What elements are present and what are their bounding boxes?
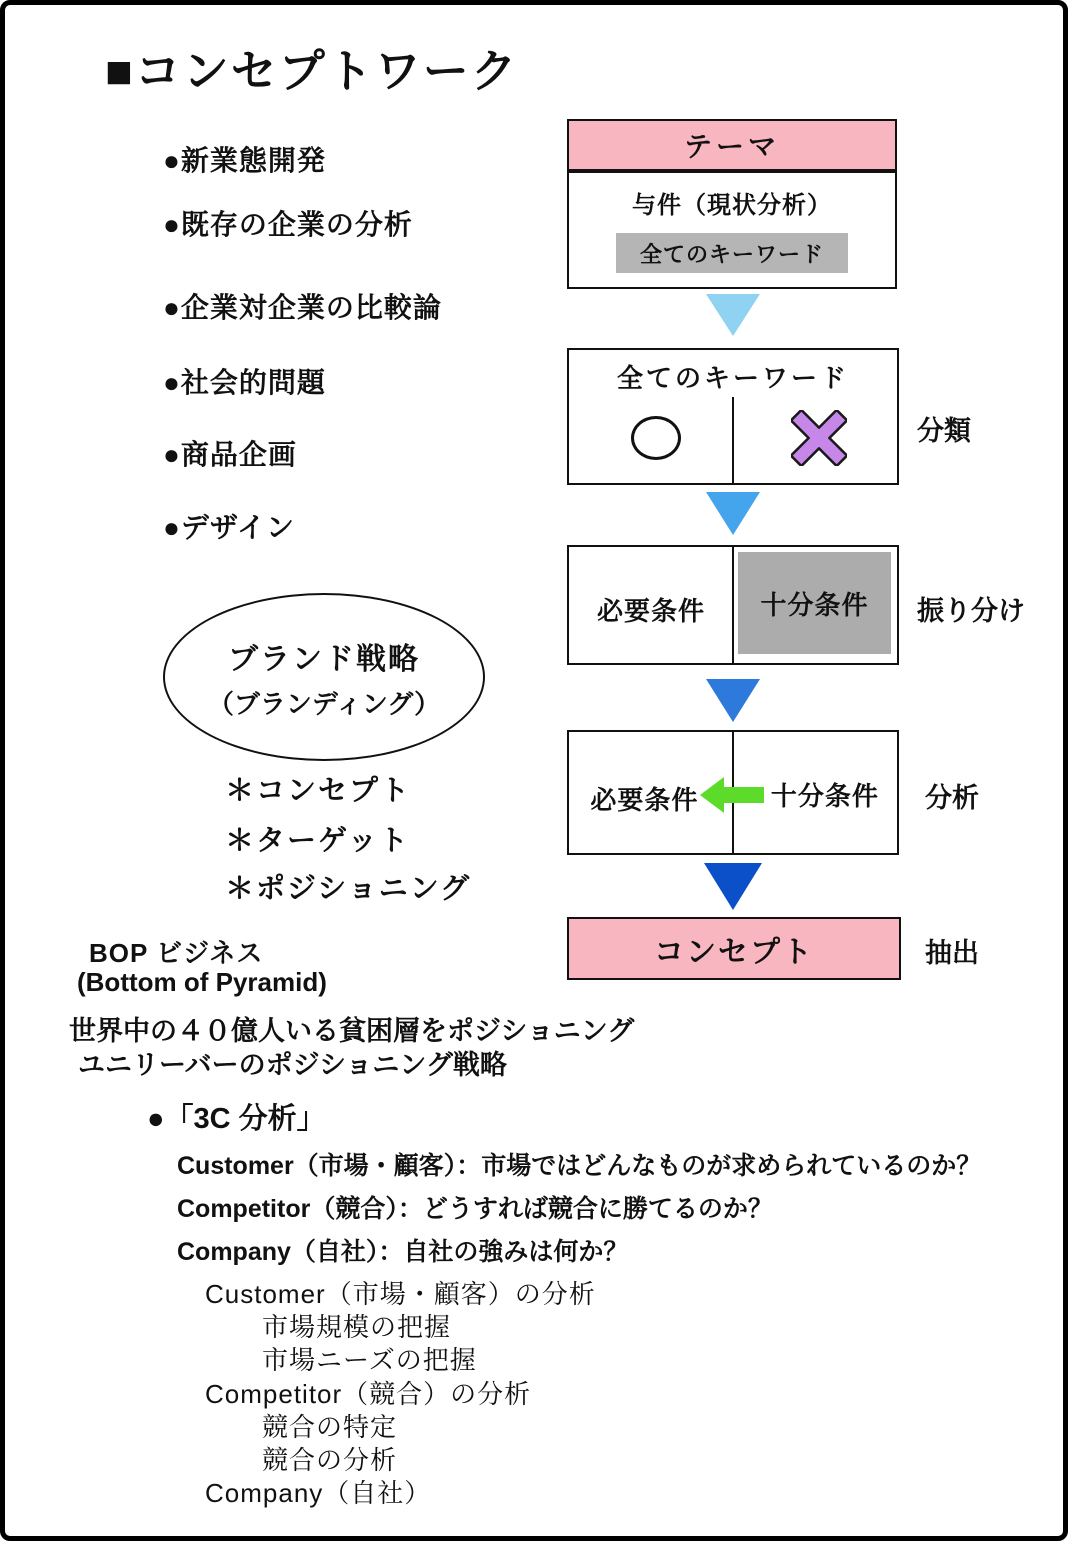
- classify-box: [567, 348, 899, 485]
- classify-divider: [732, 397, 734, 483]
- three-c-customer-line: Customer（市場・顧客）：市場ではどんなものが求められているのか？: [177, 1152, 982, 1180]
- cross-icon: [791, 410, 847, 466]
- bullet-item-existing-company: ●既存の企業の分析: [163, 209, 413, 240]
- bullet-item-design: ●デザイン: [163, 512, 295, 543]
- bop-line2: (Bottom of Pyramid): [77, 967, 327, 997]
- bullet-item-product-planning: ●商品企画: [163, 439, 297, 470]
- asterisk-item-target: ＊ターゲット: [225, 825, 410, 857]
- detail-market-size: 市場規模の把握: [262, 1312, 452, 1342]
- asterisk-item-positioning: ＊ポジショニング: [225, 873, 472, 905]
- analysis-box: [567, 730, 899, 855]
- concept-box: [567, 917, 901, 980]
- down-arrow-icon-4: [704, 863, 762, 910]
- classify-label: 分類: [917, 416, 971, 446]
- concept-box-label: コンセプト: [654, 935, 814, 969]
- three-c-competitor-line: Competitor（競合）：どうすれば競合に勝てるのか？: [177, 1195, 773, 1223]
- keyword-chip: 全てのキーワード: [616, 233, 848, 273]
- sort-box: [567, 545, 899, 665]
- given-box: [567, 171, 897, 289]
- circle-icon: [631, 416, 681, 460]
- brand-strategy-line2: （ブランディング）: [207, 688, 441, 719]
- given-box-title: 与件（現状分析）: [632, 192, 832, 219]
- bullet-item-company-comparison: ●企業対企業の比較論: [163, 292, 442, 323]
- three-c-heading: ●「3C 分析」: [147, 1103, 326, 1135]
- bullet-item-social-issue: ●社会的問題: [163, 367, 326, 398]
- down-arrow-icon-2: [706, 492, 760, 535]
- sort-label: 振り分け: [917, 596, 1025, 626]
- analysis-box-right-label: 十分条件: [770, 781, 879, 811]
- brand-strategy-ellipse: [163, 593, 485, 761]
- detail-competitor-identify: 競合の特定: [262, 1412, 398, 1442]
- analysis-label: 分析: [925, 783, 979, 813]
- theme-box: [567, 119, 897, 171]
- bullet-item-new-business: ●新業態開発: [163, 145, 326, 176]
- classify-box-title: 全てのキーワード: [616, 363, 849, 393]
- detail-customer-analysis: Customer（市場・顧客）の分析: [205, 1279, 596, 1309]
- left-arrow-icon: [700, 776, 764, 814]
- down-arrow-icon-3: [706, 679, 760, 722]
- three-c-company-line: Company（自社）：自社の強みは何か？: [177, 1238, 629, 1266]
- brand-strategy-line1: ブランド戦略: [228, 642, 420, 676]
- bop-line3: 世界中の４０億人いる貧困層をポジショニング: [69, 1016, 635, 1046]
- sort-box-left-label: 必要条件: [596, 596, 705, 626]
- down-arrow-icon-1: [706, 294, 760, 336]
- asterisk-item-concept: ＊コンセプト: [225, 775, 412, 807]
- page-title: ■コンセプトワーク: [105, 45, 519, 97]
- detail-company: Company（自社）: [205, 1478, 432, 1508]
- detail-competitor-analysis: Competitor（競合）の分析: [205, 1379, 532, 1409]
- detail-market-needs: 市場ニーズの把握: [262, 1345, 477, 1375]
- sort-box-right-cell: 十分条件: [738, 552, 891, 654]
- detail-competitor-analyze: 競合の分析: [262, 1445, 398, 1475]
- bop-line4: ユニリーバーのポジショニング戦略: [78, 1050, 507, 1080]
- extract-label: 抽出: [925, 938, 979, 968]
- theme-box-label: テーマ: [683, 131, 780, 162]
- bop-line1: BOP ビジネス: [89, 938, 264, 968]
- analysis-box-left-label: 必要条件: [590, 785, 699, 815]
